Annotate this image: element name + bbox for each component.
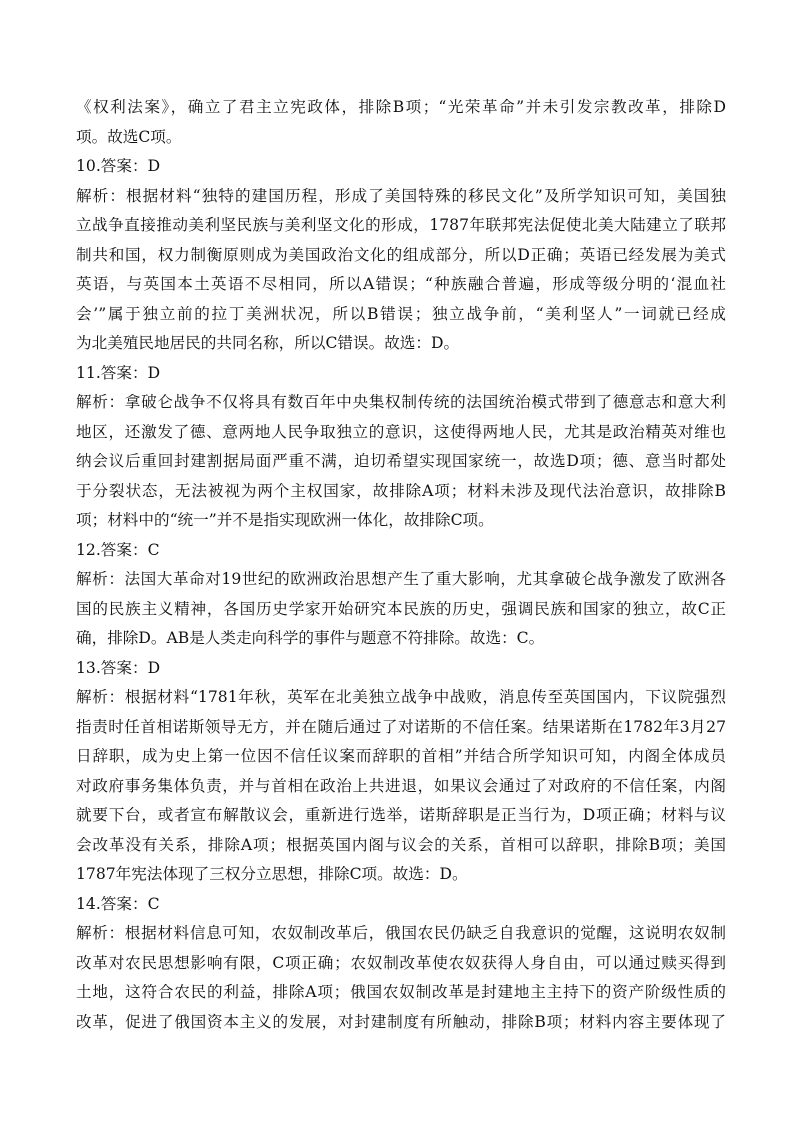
text-line: 《权利法案》，确立了君主立宪政体，排除B项；“光荣革命”并未引发宗教改革，排除D xyxy=(76,98,726,116)
question-11-block xyxy=(76,359,726,536)
answer-explanations-page xyxy=(76,93,726,1037)
text-line: 会’”属于独立前的拉丁美洲状况，所以B错误；独立战争前，“美利坚人”一词就已经成 xyxy=(76,304,726,323)
question-10-block xyxy=(76,152,726,359)
answer-heading: 13.答案：D xyxy=(76,658,161,677)
text-line: 解析：法国大革命对19世纪的欧洲政治思想产生了重大影响，尤其拿破仑战争激发了欧洲各 xyxy=(76,570,726,588)
text-line: 会改革没有关系，排除A项；根据英国内阁与议会的关系，首相可以辞职，排除B项；美国 xyxy=(76,835,726,854)
text-line: 解析：根据材料“独特的建国历程，形成了美国特殊的移民文化”及所学知识可知，美国独 xyxy=(76,186,726,205)
text-line: 项。故选C项。 xyxy=(76,127,182,146)
question-13-block xyxy=(76,654,726,890)
text-line: 1787年宪法体现了三权分立思想，排除C项。故选：D。 xyxy=(76,865,468,883)
answer-heading: 14.答案：C xyxy=(76,894,160,913)
question-14-block xyxy=(76,890,726,1038)
text-line: 解析：根据材料信息可知，农奴制改革后，俄国农民仍缺乏自我意识的觉醒，这说明农奴制 xyxy=(76,924,726,942)
paragraph-q9-continuation xyxy=(76,93,726,152)
answer-heading: 12.答案：C xyxy=(76,540,160,559)
text-line: 指责时任首相诺斯领导无方，并在随后通过了对诺斯的不信任案。结果诺斯在1782年3月27 xyxy=(76,717,726,736)
text-line: 解析：根据材料“1781年秋，英军在北美独立战争中战败，消息传至英国国内，下议院强烈 xyxy=(76,688,726,706)
text-line: 项；材料中的“统一”并不是指实现欧洲一体化，故排除C项。 xyxy=(76,511,494,529)
text-line: 于分裂状态，无法被视为两个主权国家，故排除A项；材料未涉及现代法治意识，故排除B xyxy=(76,481,726,500)
text-line: 改革，促进了俄国资本主义的发展，对封建制度有所触动，排除B项；材料内容主要体现了 xyxy=(76,1012,726,1031)
text-line: 为北美殖民地居民的共同名称，所以C错误。故选：D。 xyxy=(76,334,460,352)
text-line: 解析：拿破仑战争不仅将具有数百年中央集权制传统的法国统治模式带到了德意志和意大利 xyxy=(76,393,726,411)
text-line: 立战争直接推动美利坚民族与美利坚文化的形成，1787年联邦宪法促使北美大陆建立了联邦 xyxy=(76,216,726,234)
question-12-block xyxy=(76,536,726,654)
text-line: 国的民族主义精神，各国历史学家开始研究本民族的历史，强调民族和国家的独立，故C正 xyxy=(76,599,726,618)
answer-heading: 11.答案：D xyxy=(76,363,161,382)
answer-heading: 10.答案：D xyxy=(76,157,161,175)
text-line: 英语，与英国本土英语不尽相同，所以A错误；“种族融合普遍，形成等级分明的‘混血社 xyxy=(76,275,726,293)
text-line: 制共和国，权力制衡原则成为美国政治文化的组成部分，所以D正确；英语已经发展为美式 xyxy=(76,245,726,264)
text-line: 地区，还激发了德、意两地人民争取独立的意识，这使得两地人民，尤其是政治精英对维也 xyxy=(76,422,726,441)
text-line: 改革对农民思想影响有限，C项正确；农奴制改革使农奴获得人身自由，可以通过赎买得到 xyxy=(76,953,726,972)
text-line: 日辞职，成为史上第一位因不信任议案而辞职的首相”并结合所学知识可知，内阁全体成员 xyxy=(76,747,726,765)
text-line: 纳会议后重回封建割据局面严重不满，迫切希望实现国家统一，故选D项；德、意当时都处 xyxy=(76,452,726,470)
text-line: 确，排除D。AB是人类走向科学的事件与题意不符排除。故选：C。 xyxy=(76,629,545,647)
text-line: 对政府事务集体负责，并与首相在政治上共进退，如果议会通过了对政府的不信任案，内阁 xyxy=(76,776,726,795)
text-line: 土地，这符合农民的利益，排除A项；俄国农奴制改革是封建地主主持下的资产阶级性质的 xyxy=(76,983,726,1001)
text-line: 就要下台，或者宣布解散议会，重新进行选举，诺斯辞职是正当行为，D项正确；材料与议 xyxy=(76,806,726,824)
